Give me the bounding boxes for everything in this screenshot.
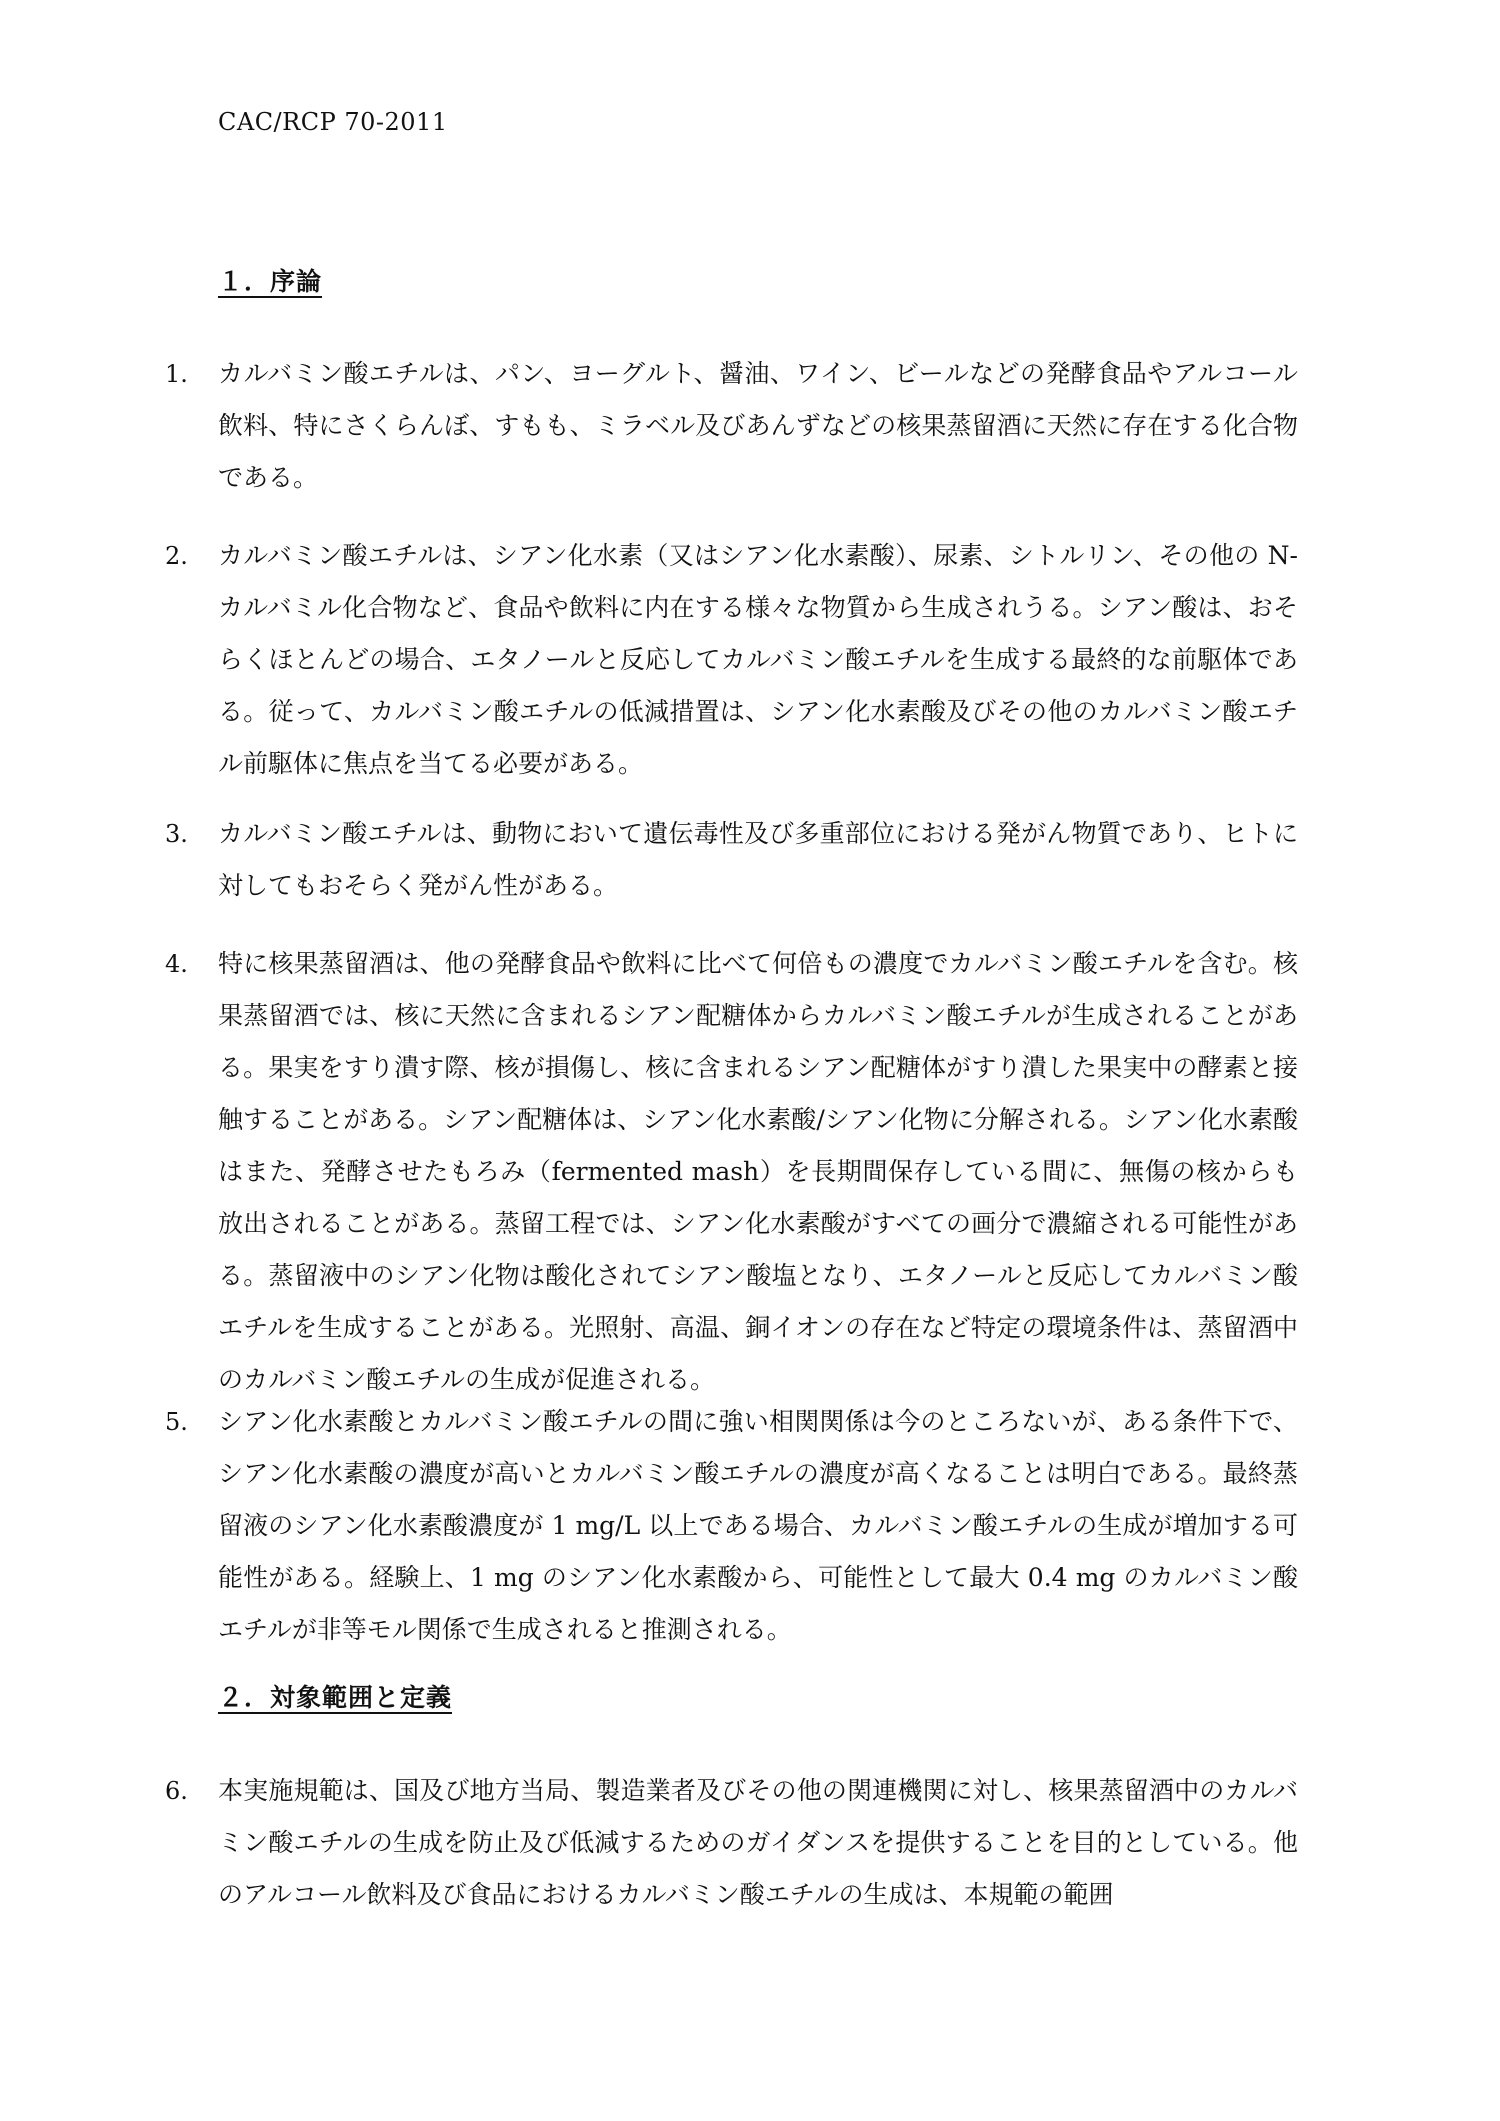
paragraph-1 [165, 348, 1300, 504]
paragraph-text: カルバミン酸エチルは、シアン化水素（又はシアン化水素酸）、尿素、シトルリン、その他の N-カルバミル化合物など、食品や飲料に内在する様々な物質から生成されうる。シアン酸は、おそらくほとんどの場合、エタノールと反応してカルバミン酸エチルを生成する最終的な前駆体である。従って、カルバミン酸エチルの低減措置は、シアン化水素酸及びその他のカルバミン酸エチル前駆体に焦点を当てる必要がある。 [218, 541, 1298, 778]
paragraph-text: 本実施規範は、国及び地方当局、製造業者及びその他の関連機関に対し、核果蒸留酒中のカルバミン酸エチルの生成を防止及び低減するためのガイダンスを提供することを目的としている。他のアルコール飲料及び食品におけるカルバミン酸エチルの生成は、本規範の範囲 [218, 1776, 1298, 1909]
paragraph-text: 特に核果蒸留酒は、他の発酵食品や飲料に比べて何倍もの濃度でカルバミン酸エチルを含む。核果蒸留酒では、核に天然に含まれるシアン配糖体からカルバミン酸エチルが生成されることがある。果実をすり潰す際、核が損傷し、核に含まれるシアン配糖体がすり潰した果実中の酵素と接触することがある。シアン配糖体は、シアン化水素酸/シアン化物に分解される。シアン化水素酸はまた、発酵させたもろみ（fermented mash）を長期間保存している間に、無傷の核からも放出されることがある。蒸留工程では、シアン化水素酸がすべての画分で濃縮される可能性がある。蒸留液中のシアン化物は酸化されてシアン酸塩となり、エタノールと反応してカルバミン酸エチルを生成することがある。光照射、高温、銅イオンの存在など特定の環境条件は、蒸留酒中のカルバミン酸エチルの生成が促進される。 [218, 949, 1298, 1394]
paragraph-5 [165, 1396, 1300, 1656]
paragraph-number: 1. [165, 360, 188, 388]
paragraph-6 [165, 1765, 1300, 1921]
document-code: CAC/RCP 70-2011 [218, 108, 448, 136]
paragraph-number: 5. [165, 1408, 188, 1436]
paragraph-number: 6. [165, 1777, 188, 1805]
paragraph-text: カルバミン酸エチルは、パン、ヨーグルト、醤油、ワイン、ビールなどの発酵食品やアルコール飲料、特にさくらんぼ、すもも、ミラベル及びあんずなどの核果蒸留酒に天然に存在する化合物である。 [218, 359, 1298, 492]
paragraph-3 [165, 808, 1300, 912]
paragraph-number: 2. [165, 542, 188, 570]
paragraph-2 [165, 530, 1300, 790]
section-heading-scope-and-definitions: ２．対象範囲と定義 [218, 1683, 453, 1712]
paragraph-text: カルバミン酸エチルは、動物において遺伝毒性及び多重部位における発がん物質であり、ヒトに対してもおそらく発がん性がある。 [218, 819, 1298, 900]
section-heading-introduction: １．序論 [218, 267, 323, 296]
paragraph-number: 4. [165, 950, 188, 978]
paragraph-text: シアン化水素酸とカルバミン酸エチルの間に強い相関関係は今のところないが、ある条件下で、シアン化水素酸の濃度が高いとカルバミン酸エチルの濃度が高くなることは明白である。最終蒸留液のシアン化水素酸濃度が 1 mg/L 以上である場合、カルバミン酸エチルの生成が増加する可能性がある。経験上、1 mg のシアン化水素酸から、可能性として最大 0.4 mg のカルバミン酸エチルが非等モル関係で生成されると推測される。 [218, 1407, 1298, 1644]
paragraph-4 [165, 938, 1300, 1406]
paragraph-number: 3. [165, 820, 188, 848]
